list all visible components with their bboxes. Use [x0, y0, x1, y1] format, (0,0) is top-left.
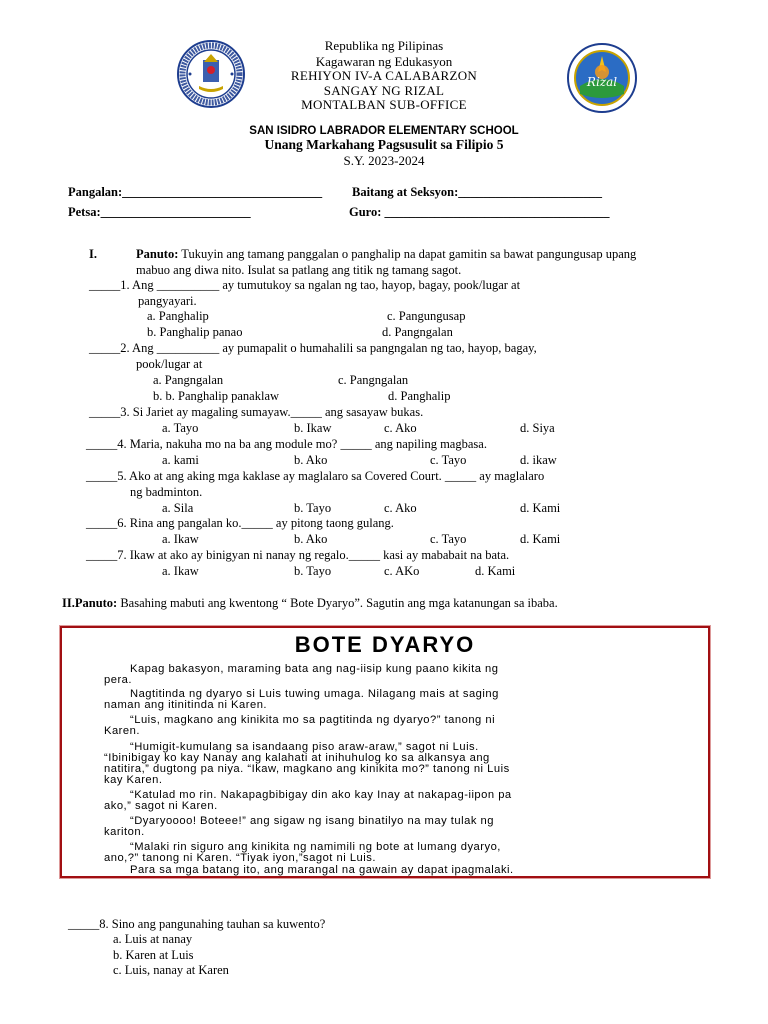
exam-title: Unang Markahang Pagsusulit sa Filipio 5: [264, 137, 504, 152]
grade-section-field[interactable]: Baitang at Seksyon:_______________________: [352, 185, 603, 199]
story-line: naman ang itinitinda ni Karen.: [104, 699, 268, 711]
school-year: S.Y. 2023-2024: [343, 153, 425, 168]
part2-instruction: II.Panuto: Basahing mabuti ang kwentong “ Bote Dyaryo”. Sagutin ang mga katanungan sa ibaba.: [62, 596, 558, 610]
q3-option-c[interactable]: c. Ako: [384, 421, 417, 435]
question-5-cont: ng badminton.: [130, 485, 203, 499]
question-1: _____1. Ang __________ ay tumutukoy sa ngalan ng tao, hayop, bagay, pook/lugar at: [89, 278, 521, 292]
q2-option-d[interactable]: d. Panghalip: [388, 389, 451, 403]
q8-option-b[interactable]: b. Karen at Luis: [113, 948, 194, 962]
part1-instruction-line1: Panuto: Tukuyin ang tamang panggalan o panghalip na dapat gamitin sa bawat pangungusap upang: [136, 247, 637, 261]
question-2-cont: pook/lugar at: [136, 357, 203, 371]
q1-option-d[interactable]: d. Pangngalan: [382, 325, 453, 339]
q2-option-c[interactable]: c. Pangngalan: [338, 373, 409, 387]
part1-number: I.: [89, 247, 97, 261]
story-line: “Ibinibigay ko kay Nanay ang kalahati at inihuhulog ko sa alkansya ang: [104, 752, 490, 764]
q1-option-a[interactable]: a. Panghalip: [147, 309, 209, 323]
story-line: “Humigit-kumulang sa isandaang piso araw-araw,” sagot ni Luis.: [130, 741, 479, 753]
story-line: ano,?” tanong ni Karen. “Tiyak iyon,”sagot ni Luis.: [104, 852, 376, 864]
story-title: BOTE DYARYO: [294, 632, 476, 657]
question-6: _____6. Rina ang pangalan ko._____ ay pitong taong gulang.: [86, 516, 394, 530]
q7-option-d[interactable]: d. Kami: [475, 564, 516, 578]
q4-option-b[interactable]: b. Ako: [294, 453, 328, 467]
q2-option-b[interactable]: b. b. Panghalip panaklaw: [153, 389, 280, 403]
date-field[interactable]: Petsa:________________________: [68, 205, 251, 219]
q8-option-a[interactable]: a. Luis at nanay: [113, 932, 193, 946]
story-line: “Malaki rin siguro ang kinikita ng namimili ng bote at lumang dyaryo,: [130, 841, 501, 853]
q6-option-c[interactable]: c. Tayo: [430, 532, 467, 546]
q4-option-a[interactable]: a. kami: [162, 453, 199, 467]
header-republic: Republika ng Pilipinas: [324, 38, 444, 53]
q2-option-a[interactable]: a. Pangngalan: [153, 373, 224, 387]
q3-option-d[interactable]: d. Siya: [520, 421, 555, 435]
question-2: _____2. Ang __________ ay pumapalit o humahalili sa pangngalan ng tao, hayop, bagay,: [89, 341, 537, 355]
story-line: Kapag bakasyon, maraming bata ang nag-iisip kung paano kikita ng: [130, 663, 499, 675]
school-name: SAN ISIDRO LABRADOR ELEMENTARY SCHOOL: [249, 125, 519, 137]
header-suboffice: MONTALBAN SUB-OFFICE: [301, 97, 467, 112]
q1-option-c[interactable]: c. Pangungusap: [387, 309, 466, 323]
question-1-cont: pangyayari.: [138, 294, 197, 308]
story-line: ako,” sagot ni Karen.: [104, 800, 218, 812]
question-7: _____7. Ikaw at ako ay binigyan ni nanay ng regalo._____ kasi ay mababait na bata.: [86, 548, 510, 562]
story-line: Karen.: [104, 725, 140, 737]
story-line: “Luis, magkano ang kinikita mo sa pagtitinda ng dyaryo?” tanong ni: [130, 714, 496, 726]
story-box: [60, 626, 710, 878]
header-division: SANGAY NG RIZAL: [323, 83, 445, 98]
q5-option-b[interactable]: b. Tayo: [294, 501, 332, 515]
q6-option-a[interactable]: a. Ikaw: [162, 532, 199, 546]
question-5: _____5. Ako at ang aking mga kaklase ay maglalaro sa Covered Court. _____ ay maglalaro: [86, 469, 545, 483]
q7-option-c[interactable]: c. AKo: [384, 564, 420, 578]
q8-option-c[interactable]: c. Luis, nanay at Karen: [113, 963, 229, 977]
q1-option-b[interactable]: b. Panghalip panao: [147, 325, 243, 339]
question-4: _____4. Maria, nakuha mo na ba ang module mo? _____ ang napiling magbasa.: [86, 437, 487, 451]
story-line: “Katulad mo rin. Nakapagbibigay din ako kay Inay at nakapag-iipon pa: [130, 789, 512, 801]
q4-option-c[interactable]: c. Tayo: [430, 453, 467, 467]
story-line: Para sa mga batang ito, ang marangal na gawain ay dapat ipagmalaki.: [130, 864, 514, 876]
q5-option-c[interactable]: c. Ako: [384, 501, 417, 515]
part1-instruction-line2: mabuo ang diwa nito. Isulat sa patlang ang titik ng tamang sagot.: [136, 263, 462, 277]
teacher-field[interactable]: Guro: ____________________________________: [349, 205, 610, 219]
story-line: kay Karen.: [104, 774, 163, 786]
rizal-logo-text: Rizal: [586, 75, 618, 89]
name-field[interactable]: Pangalan:________________________________: [68, 185, 323, 199]
q7-option-b[interactable]: b. Tayo: [294, 564, 332, 578]
q7-option-a[interactable]: a. Ikaw: [162, 564, 199, 578]
q5-option-a[interactable]: a. Sila: [162, 501, 194, 515]
question-8: _____8. Sino ang pangunahing tauhan sa kuwento?: [68, 917, 326, 931]
header-region: REHIYON IV-A CALABARZON: [290, 68, 478, 83]
question-3: _____3. Si Jariet ay magaling sumayaw._____ ang sasayaw bukas.: [89, 405, 424, 419]
q6-option-b[interactable]: b. Ako: [294, 532, 328, 546]
q3-option-a[interactable]: a. Tayo: [162, 421, 199, 435]
q5-option-d[interactable]: d. Kami: [520, 501, 561, 515]
story-line: Nagtitinda ng dyaryo si Luis tuwing umaga. Nilagang mais at saging: [130, 688, 499, 700]
story-line: “Dyaryoooo! Boteee!” ang sigaw ng isang binatilyo na may tulak ng: [130, 815, 494, 827]
story-line: pera.: [104, 674, 132, 686]
q4-option-d[interactable]: d. ikaw: [520, 453, 557, 467]
q6-option-d[interactable]: d. Kami: [520, 532, 561, 546]
header-deped: Kagawaran ng Edukasyon: [315, 54, 453, 69]
story-line: natitira,” dugtong pa niya. “Ikaw, magkano ang kinikita mo?” tanong ni Luis: [104, 763, 510, 775]
q3-option-b[interactable]: b. Ikaw: [294, 421, 332, 435]
story-line: kariton.: [104, 826, 145, 838]
